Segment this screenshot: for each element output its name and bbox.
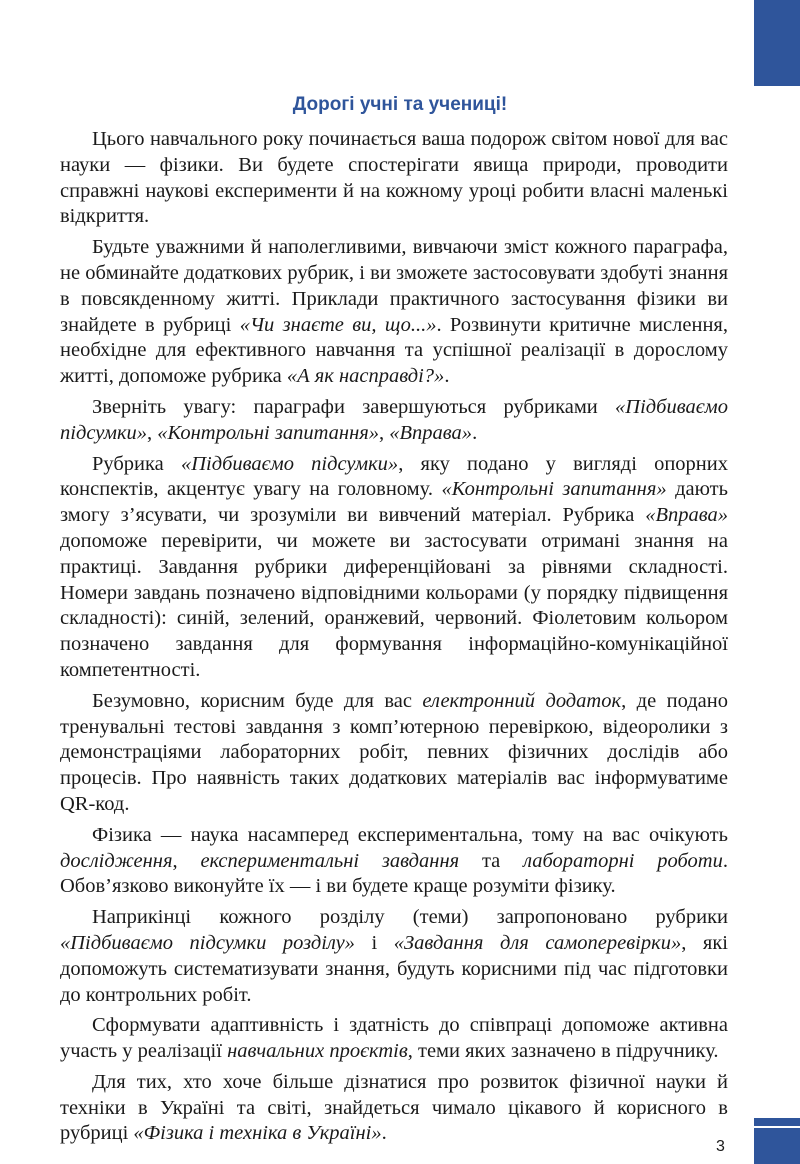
italic-term: експериментальні завдання	[200, 849, 460, 872]
text-run: ,	[147, 421, 158, 444]
text-run: . Розвинути критичне мислення, необхідне для ефективного навчання та успішної реалізації в дорослому житті, допоможе рубрика	[60, 313, 728, 388]
italic-term: «Чи знаєте ви, що...»	[239, 313, 437, 336]
text-run: та	[459, 849, 524, 872]
paragraph-2	[60, 235, 728, 390]
text-run: допоможе перевірити, чи можете ви застосувати отримані знання на практиці. Завдання рубрики диференційовані за рівнями складності. Номери завдань позначено відповідними кольорами (у порядку підвищення складності): синій, зелений, оранжевий, червоний. Фіолетовим кольором позначено завдання для формування інформаційно-комунікаційної компетентності.	[60, 529, 728, 681]
text-run: Наприкінці кожного розділу (теми) запропоновано рубрики	[92, 906, 728, 929]
italic-term: «Контрольні запитання»	[441, 478, 667, 501]
text-run: Будьте уважними й наполегливими, вивчаючи зміст кожного параграфа, не обминайте додаткових рубрик, і ви зможете застосовувати здобуті знання в повсякденному житті. Приклади практичного застосування фізики ви знайдете в рубриці	[60, 236, 728, 336]
page-corner-tab-bottom	[754, 1118, 800, 1164]
text-run: Рубрика	[92, 452, 181, 475]
text-run: і	[354, 931, 394, 954]
text-run: , яку подано у вигляді опорних конспектів, акцентує увагу на головному.	[60, 452, 728, 501]
text-run: , де подано тренувальні тестові завдання з комп’ютерною перевіркою, відеоролики з демонстраціями лабораторних робіт, певних фізичних дослідів або процесів. Про наявність таких додаткових матеріалів вас інформуватиме QR-код.	[60, 689, 728, 815]
paragraph-5	[60, 689, 728, 818]
italic-term: «Вправа»	[645, 504, 728, 527]
italic-term: дослідження	[60, 849, 173, 872]
text-run: .	[444, 365, 450, 388]
text-run: . Обов’язково виконуйте їх — і ви будете краще розуміти фізику.	[60, 849, 728, 898]
italic-term: навчальних проєктів	[227, 1040, 408, 1063]
text-run: Для тих, хто хоче більше дізнатися про розвиток фізичної науки й техніки в Україні та світі, знайдеться чимало цікавого й корисного в рубриці	[60, 1070, 728, 1145]
italic-term: «Фізика і техніка в Україні»	[133, 1122, 382, 1145]
italic-term: «Вправа»	[389, 421, 473, 444]
text-run: ,	[172, 849, 201, 872]
paragraph-7	[60, 905, 728, 1008]
paragraph-6	[60, 823, 728, 900]
italic-term: «Завдання для самоперевірки»	[393, 931, 682, 954]
paragraph-3	[60, 395, 728, 447]
text-run: Безумовно, корисним буде для вас	[92, 689, 423, 712]
page-number: 3	[716, 1138, 725, 1155]
italic-term: «Підбиваємо підсумки»	[60, 395, 728, 444]
text-run: Сформувати адаптивність і здатність до співпраці допоможе активна участь у реалізації	[60, 1014, 728, 1063]
text-run: , теми яких зазначено в підручнику.	[407, 1040, 719, 1063]
paragraph-1	[60, 127, 728, 230]
page-heading: Дорогі учні та учениці!	[292, 94, 508, 115]
italic-term: електронний додаток	[422, 689, 622, 712]
text-run: ,	[379, 421, 390, 444]
italic-term: лабораторні роботи	[523, 849, 723, 872]
text-run: .	[381, 1122, 387, 1145]
body-text	[60, 127, 728, 1152]
page-corner-tab-top	[754, 0, 800, 86]
text-run: Фізика — наука насамперед експериментальна, тому на вас очікують	[92, 823, 728, 846]
paragraph-8	[60, 1013, 728, 1065]
paragraph-9	[60, 1070, 728, 1147]
text-run: дають змогу з’ясувати, чи зрозуміли ви вивчений матеріал. Рубрика	[60, 478, 728, 527]
paragraph-4	[60, 452, 728, 684]
text-run: Цього навчального року починається ваша подорож світом нової для вас науки — фізики. Ви будете спостерігати явища природи, проводити справжні наукові експерименти й на кожному уроці робити власні маленькі відкриття.	[60, 128, 728, 228]
italic-term: «Контрольні запитання»	[157, 421, 380, 444]
italic-term: «Підбиваємо підсумки розділу»	[60, 931, 355, 954]
italic-term: «А як насправді?»	[286, 365, 445, 388]
text-run: Зверніть увагу: параграфи завершуються рубриками	[92, 395, 616, 418]
text-run: , які допоможуть систематизувати знання, будуть корисними під час підготовки до контрольних робіт.	[60, 931, 728, 1006]
italic-term: «Підбиваємо підсумки»	[180, 452, 399, 475]
text-run: .	[472, 421, 478, 444]
